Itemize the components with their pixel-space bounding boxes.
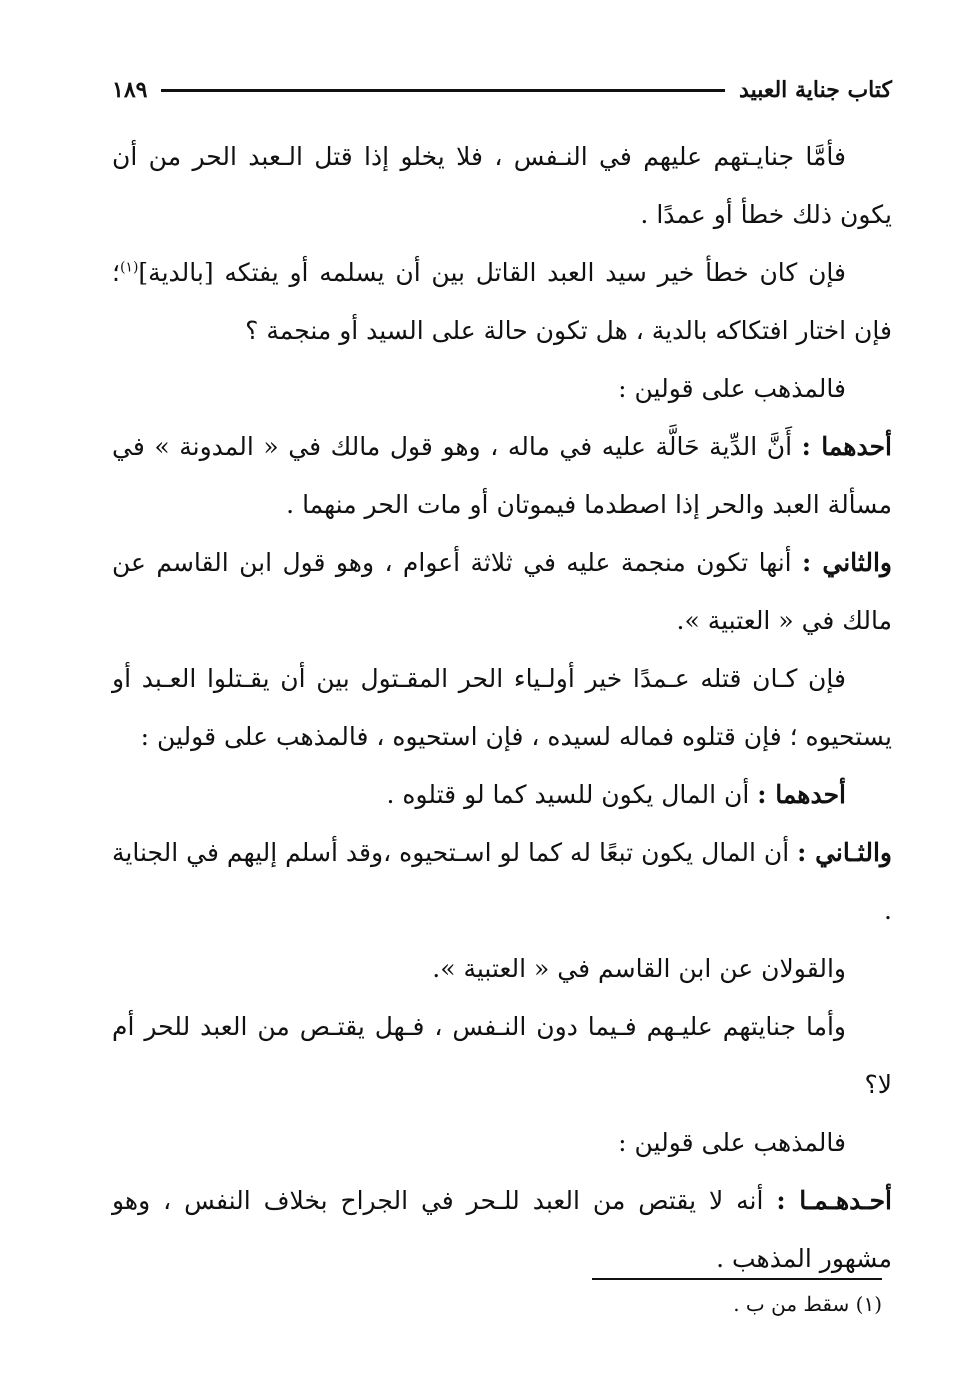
- paragraph-12: [112, 1172, 892, 1288]
- paragraph-4: [112, 418, 892, 534]
- paragraph-text: فإن كان خطأ خير سيد العبد القاتل بين أن يسلمه أو يفتكه [بالدية]: [138, 258, 846, 287]
- paragraph-7: [112, 766, 892, 824]
- page-number: ١٨٩: [112, 77, 148, 103]
- paragraph-text: والقولان عن ابن القاسم في « العتبية ».: [432, 954, 846, 983]
- footnote: (١) سقط من ب .: [733, 1292, 882, 1316]
- paragraph-9: [112, 940, 892, 998]
- paragraph-text: أنها تكون منجمة عليه في ثلاثة أعوام ، وهو قول ابن القاسم عن مالك في « العتبية ».: [112, 548, 892, 635]
- paragraph-text: أن المال يكون للسيد كما لو قتلوه .: [386, 780, 758, 809]
- paragraph-text: أن المال يكون تبعًا له كما لو اسـتحيوه ،وقد أسلم إليهم في الجناية .: [112, 838, 892, 925]
- footnote-marker: (١): [119, 259, 139, 276]
- running-title: كتاب جناية العبيد: [739, 77, 892, 103]
- paragraph-text-continued: ؛ فإن اختار افتكاكه بالدية ، هل تكون حالة على السيد أو منجمة ؟: [112, 258, 892, 345]
- paragraph-text: وأما جنايتهم عليـهم فـيما دون النـفس ، فـهل يقتـص من العبد للحر أم لا؟: [112, 1012, 892, 1099]
- paragraph-1: [112, 128, 892, 244]
- paragraph-2: [112, 244, 892, 360]
- paragraph-6: [112, 650, 892, 766]
- paragraph-text: أَنَّ الدِّية حَالَّة عليه في ماله ، وهو قول مالك في « المدونة » في مسألة العبد والحر إذا اصطدما فيموتان أو مات الحر منهما .: [112, 432, 892, 519]
- paragraph-lead: والثاني :: [802, 548, 892, 577]
- paragraph-11: [112, 1114, 892, 1172]
- paragraph-5: [112, 534, 892, 650]
- paragraph-lead: أحدهما :: [757, 780, 846, 809]
- paragraph-3: [112, 360, 892, 418]
- paragraph-lead: أحدهما :: [801, 432, 892, 461]
- header-rule: [161, 89, 725, 92]
- paragraph-lead: والثـاني :: [797, 838, 892, 867]
- paragraph-10: [112, 998, 892, 1114]
- paragraph-lead: أحـدهـمـا :: [776, 1186, 892, 1215]
- body-text: [112, 128, 892, 1288]
- paragraph-text: فالمذهب على قولين :: [618, 374, 846, 403]
- paragraph-8: [112, 824, 892, 940]
- paragraph-text: فإن كـان قتله عـمدًا خير أولـياء الحر المقـتول بين أن يقـتلوا العـبد أو يستحيوه ؛ فإن قتلوه فماله لسيده ، فإن استحيوه ، فالمذهب على قولين :: [112, 664, 892, 751]
- paragraph-text: أنه لا يقتص من العبد للـحر في الجراح بخلاف النفس ، وهو مشهور المذهب .: [112, 1186, 892, 1273]
- paragraph-text: فالمذهب على قولين :: [618, 1128, 846, 1157]
- footnote-rule: [592, 1278, 882, 1280]
- page-header: [112, 68, 892, 112]
- paragraph-text: فأمَّا جنايـتهم عليهم في النـفس ، فلا يخلو إذا قتل الـعبد الحر من أن يكون ذلك خطأ أو عمدًا .: [112, 142, 892, 229]
